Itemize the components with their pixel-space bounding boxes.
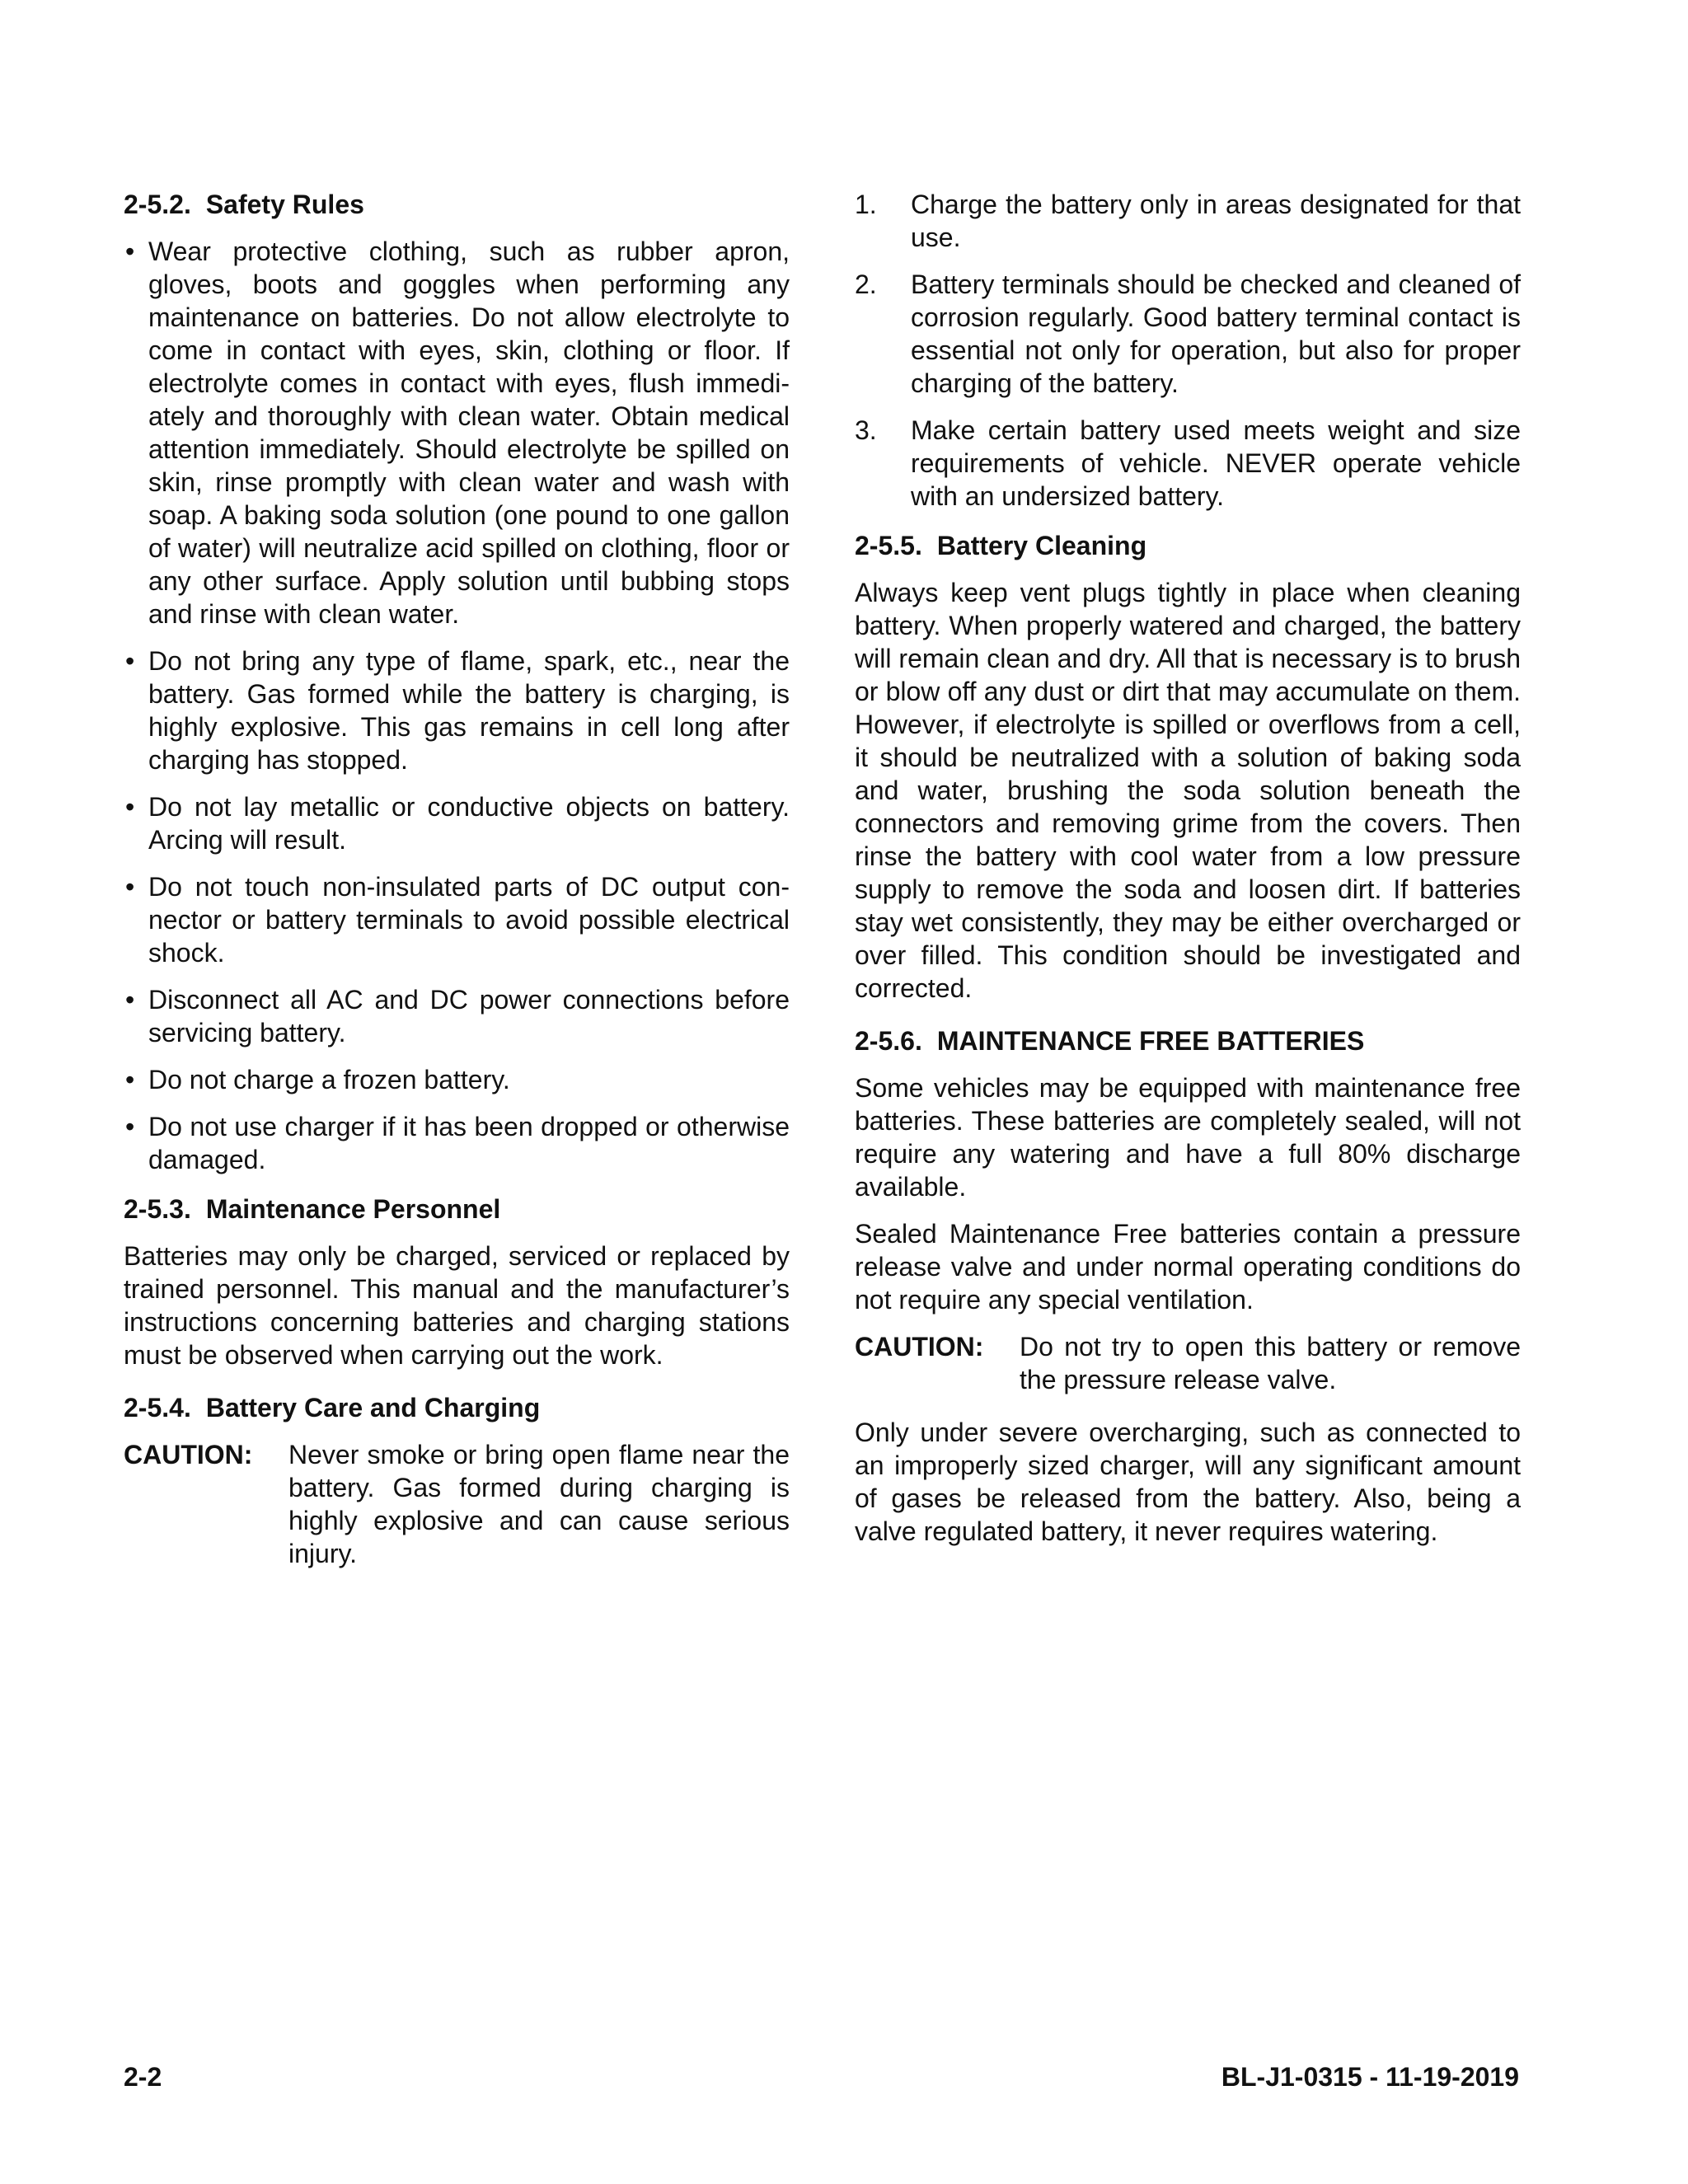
- section-number: 2-5.6.: [855, 1026, 922, 1056]
- page-number: 2-2: [124, 2062, 162, 2092]
- list-item: • Wear protective clothing, such as rubber apron, gloves, boots and goggles when performing any maintenance on batteries. Do not allow electrolyte to come in contact with eyes, skin, clothing or floor. If electrolyte comes in contact with eyes, flush immediately and thoroughly with clean water. Obtain medical attention immediately. Should electrolyte be spilled on skin, rinse promptly with clean water and wash with soap. A baking soda solution (one pound to one gallon of water) will neutralize acid spilled on clothing, floor or any other surface. Apply solution until bubbing stops and rinse with clean water.: [124, 235, 790, 630]
- step-text: Make certain battery used meets weight and size requirements of vehicle. NEVER operate vehicle with an undersized battery.: [911, 415, 1521, 511]
- section-heading-2-5-4: [124, 1391, 790, 1424]
- section-heading-2-5-2: [124, 188, 790, 221]
- list-item: • Do not touch non-insulated parts of DC output connector or battery terminals to avoid possible electrical shock.: [124, 870, 790, 969]
- step-text: Battery terminals should be checked and cleaned of corrosion regularly. Good battery terminal contact is essential not only for operation, but also for proper charging of the battery.: [911, 269, 1521, 398]
- section-number: 2-5.4.: [124, 1393, 191, 1422]
- step-number: 3.: [855, 415, 877, 445]
- maintenance-free-paragraph-2: Sealed Maintenance Free batteries contain a pressure release valve and under normal operating conditions do not require any special ventilation.: [855, 1219, 1521, 1315]
- section-title: Battery Care and Charging: [205, 1393, 541, 1422]
- charging-steps-list: [855, 188, 1521, 513]
- maintenance-free-paragraph-1: Some vehicles may be equipped with maintenance free batteries. These batteries are completely sealed, will not require any watering and have a full 80% discharge available.: [855, 1073, 1521, 1202]
- section-title: MAINTENANCE FREE BATTERIES: [936, 1026, 1365, 1056]
- step-number: 2.: [855, 269, 877, 299]
- section-heading-2-5-3: [124, 1193, 790, 1226]
- caution-text: Do not try to open this battery or remove the pressure release valve.: [1020, 1332, 1521, 1394]
- step-number: 1.: [855, 190, 877, 219]
- list-item: [855, 414, 1521, 513]
- safety-rules-list: [124, 235, 790, 1176]
- caution-label: CAUTION:: [855, 1332, 984, 1361]
- list-item: • Disconnect all AC and DC power connections before servicing battery.: [124, 983, 790, 1049]
- list-item: • Do not lay metallic or conductive objects on battery. Arcing will result.: [124, 790, 790, 856]
- section-title: Safety Rules: [205, 190, 364, 219]
- section-title: Battery Cleaning: [936, 531, 1147, 560]
- step-text: Charge the battery only in areas designated for that use.: [911, 190, 1521, 252]
- caution-text: Never smoke or bring open flame near the battery. Gas formed during charging is highly explosive and can cause serious injury.: [288, 1440, 790, 1568]
- section-heading-2-5-6: [855, 1024, 1521, 1057]
- caution-note: [124, 1438, 790, 1570]
- list-item: [855, 188, 1521, 254]
- section-number: 2-5.5.: [855, 531, 922, 560]
- list-item: • Do not bring any type of flame, spark, etc., near the battery. Gas formed while the battery is charging, is highly explosive. This gas remains in cell long after charging has stopped.: [124, 644, 790, 776]
- maintenance-personnel-text: Batteries may only be charged, serviced or replaced by trained personnel. This manual and the manufacturer’s instructions concerning batteries and charging stations must be observed when carrying out the work.: [124, 1241, 790, 1370]
- section-number: 2-5.2.: [124, 190, 191, 219]
- battery-cleaning-text: Always keep vent plugs tightly in place when cleaning battery. When properly watered and charged, the battery will remain clean and dry. All that is necessary is to brush or blow off any dust or dirt that may accumulate on them. However, if electrolyte is spilled or overflows from a cell, it should be neutralized with a solution of baking soda and water, brushing the soda solution beneath the connectors and removing grime from the covers. Then rinse the battery with cool water from a low pressure supply to remove the soda and loosen dirt. If batteries stay wet consistently, they may be either overcharged or over filled. This condition should be investigated and corrected.: [855, 578, 1521, 1003]
- list-item: • Do not use charger if it has been dropped or otherwise damaged.: [124, 1110, 790, 1176]
- caution-label: CAUTION:: [124, 1440, 253, 1469]
- maintenance-free-paragraph-3: Only under severe overcharging, such as connected to an improperly sized charger, will any significant amount of gases be released from the battery. Also, being a valve regulated battery, it never requires watering.: [855, 1418, 1521, 1546]
- left-column: [124, 188, 790, 1586]
- caution-note: [855, 1330, 1521, 1396]
- section-number: 2-5.3.: [124, 1194, 191, 1224]
- list-item: • Do not charge a frozen battery.: [124, 1063, 790, 1096]
- section-title: Maintenance Personnel: [205, 1194, 501, 1224]
- document-id: BL-J1-0315 - 11-19-2019: [1221, 2062, 1519, 2092]
- list-item: [855, 268, 1521, 400]
- right-column: [855, 188, 1521, 1562]
- section-heading-2-5-5: [855, 529, 1521, 562]
